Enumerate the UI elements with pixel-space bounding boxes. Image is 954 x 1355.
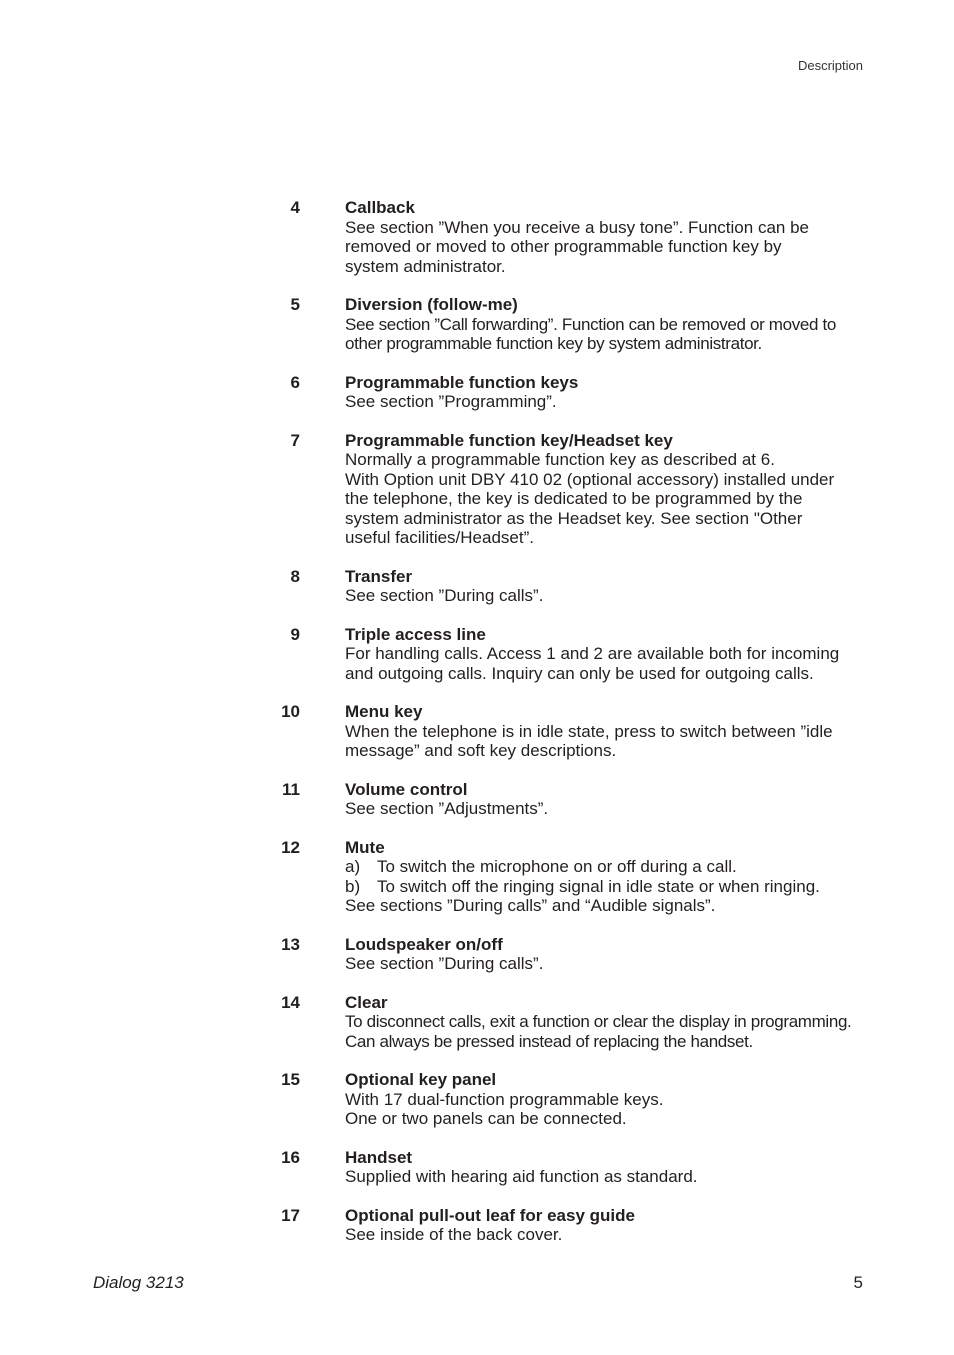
item-body xyxy=(345,431,870,548)
item-body xyxy=(345,373,870,412)
item-description-line: Supplied with hearing aid function as standard. xyxy=(345,1167,698,1186)
sub-list-text: To switch off the ringing signal in idle state or when ringing. xyxy=(377,876,820,896)
item-body xyxy=(345,935,870,974)
item-description-line: With 17 dual-function programmable keys. xyxy=(345,1089,664,1109)
item-number: 4 xyxy=(290,198,300,217)
item-body xyxy=(345,780,870,819)
list-item xyxy=(0,198,954,276)
item-description-line: See section ”Adjustments”. xyxy=(345,799,549,818)
list-item xyxy=(0,295,954,354)
item-title: Menu key xyxy=(345,702,423,721)
item-title: Volume control xyxy=(345,779,468,799)
list-item xyxy=(0,993,954,1052)
item-description-line: the telephone, the key is dedicated to be programmed by the xyxy=(345,489,803,508)
item-description-line: See section ”When you receive a busy tone”. Function can be xyxy=(345,217,809,237)
item-body xyxy=(345,625,870,684)
item-title: Loudspeaker on/off xyxy=(345,934,503,954)
item-number: 9 xyxy=(290,624,300,644)
item-title: Optional key panel xyxy=(345,1070,497,1089)
item-description-line: See section ”During calls”. xyxy=(345,954,544,973)
item-number: 15 xyxy=(281,1070,300,1089)
list-item xyxy=(0,702,954,761)
item-number: 6 xyxy=(290,372,300,392)
item-description-line: message” and soft key descriptions. xyxy=(345,741,617,760)
item-description-line: Can always be pressed instead of replacing the handset. xyxy=(345,1031,753,1051)
item-title: Transfer xyxy=(345,566,413,586)
item-body xyxy=(345,1070,870,1129)
item-body xyxy=(345,702,870,761)
item-number: 7 xyxy=(290,430,300,450)
sub-list-item xyxy=(345,857,870,877)
item-number: 11 xyxy=(282,779,300,799)
item-description-line: and outgoing calls. Inquiry can only be used for outgoing calls. xyxy=(345,663,814,683)
item-number: 10 xyxy=(281,702,300,721)
item-description-line: useful facilities/Headset”. xyxy=(345,528,534,547)
sub-list-text: To switch the microphone on or off during a call. xyxy=(377,857,737,876)
item-title: Programmable function key/Headset key xyxy=(345,430,673,450)
footer-page-number: 5 xyxy=(853,1273,863,1292)
item-title: Mute xyxy=(345,837,385,857)
sub-list-item xyxy=(345,877,870,897)
item-title: Callback xyxy=(345,198,415,217)
item-description-line: When the telephone is in idle state, press to switch between ”idle xyxy=(345,721,833,741)
list-item xyxy=(0,1070,954,1129)
item-body xyxy=(345,567,870,606)
item-description-line: One or two panels can be connected. xyxy=(345,1109,627,1128)
item-description-line: system administrator as the Headset key. See section "Other xyxy=(345,508,803,528)
item-body xyxy=(345,993,870,1052)
item-title: Programmable function keys xyxy=(345,372,579,392)
item-number: 13 xyxy=(281,934,300,954)
item-title: Handset xyxy=(345,1147,413,1167)
item-description-line: Normally a programmable function key as described at 6. xyxy=(345,450,775,469)
item-body xyxy=(345,1148,870,1187)
item-description-line: With Option unit DBY 410 02 (optional accessory) installed under xyxy=(345,469,835,489)
item-description-line: To disconnect calls, exit a function or clear the display in programming. xyxy=(345,1012,852,1031)
list-item xyxy=(0,780,954,819)
item-description-line: system administrator. xyxy=(345,256,506,276)
item-number: 12 xyxy=(281,837,300,857)
page-header-section: Description xyxy=(797,58,863,73)
item-title: Clear xyxy=(345,992,388,1012)
item-number: 16 xyxy=(281,1147,300,1167)
item-number: 14 xyxy=(281,992,300,1012)
item-title: Optional pull-out leaf for easy guide xyxy=(345,1205,635,1225)
item-description-line: See section ”Call forwarding”. Function can be removed or moved to xyxy=(345,314,836,334)
list-item xyxy=(0,373,954,412)
item-body xyxy=(345,295,870,354)
footer-document-title: Dialog 3213 xyxy=(93,1273,184,1292)
item-body xyxy=(345,1206,870,1245)
item-description-line: See inside of the back cover. xyxy=(345,1225,563,1244)
item-description-line: See section ”During calls”. xyxy=(345,586,544,605)
list-item xyxy=(0,1206,954,1245)
item-description-line: removed or moved to other programmable function key by xyxy=(345,237,782,256)
list-item xyxy=(0,625,954,684)
list-item xyxy=(0,567,954,606)
item-description-line: For handling calls. Access 1 and 2 are available both for incoming xyxy=(345,644,840,663)
item-description-line: other programmable function key by system administrator. xyxy=(345,334,762,353)
item-number: 5 xyxy=(290,295,300,314)
item-body xyxy=(345,838,870,916)
list-item xyxy=(0,838,954,916)
list-item xyxy=(0,1148,954,1187)
item-number: 17 xyxy=(281,1205,300,1225)
item-title: Triple access line xyxy=(345,624,486,644)
list-item xyxy=(0,431,954,548)
item-number: 8 xyxy=(290,566,300,586)
sub-list-marker: a) xyxy=(345,857,361,876)
list-item xyxy=(0,935,954,974)
sub-list-marker: b) xyxy=(345,876,361,896)
item-title: Diversion (follow-me) xyxy=(345,295,518,314)
item-description-line: See section ”Programming”. xyxy=(345,392,557,411)
item-description-line: See sections ”During calls” and “Audible signals”. xyxy=(345,896,716,915)
item-body xyxy=(345,198,870,276)
item-list xyxy=(0,198,954,1264)
